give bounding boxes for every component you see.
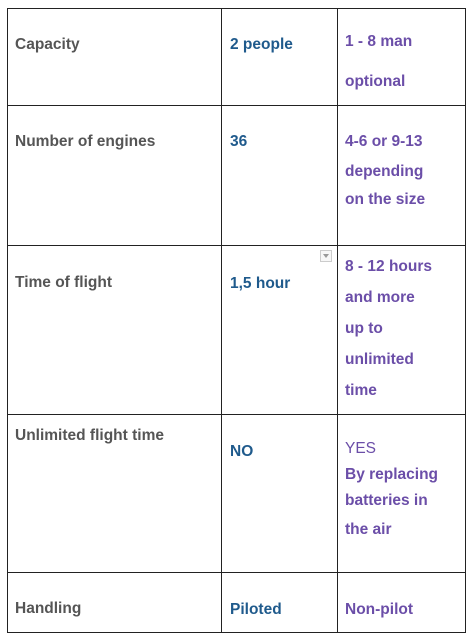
alt-line: and more (345, 289, 415, 306)
row-border (7, 572, 466, 573)
alt-line: 8 - 12 hours (345, 258, 432, 275)
alt-line: optional (345, 73, 406, 90)
alt-line: the air (345, 521, 392, 538)
row-value-unlimited: NO (230, 443, 254, 460)
row-value-capacity: 2 people (230, 36, 293, 53)
row-value-time: 1,5 hour (230, 275, 291, 292)
alt-line: By replacing (345, 466, 439, 483)
row-alt-engines (345, 126, 425, 214)
alt-line: depending (345, 163, 424, 180)
row-border (7, 8, 466, 9)
row-value-engines: 36 (230, 133, 248, 150)
row-label-time: Time of flight (15, 274, 113, 291)
row-alt-handling: Non-pilot (345, 601, 414, 618)
row-border (7, 245, 466, 246)
row-value-handling: Piloted (230, 601, 282, 618)
alt-line: time (345, 382, 377, 399)
row-label-engines: Number of engines (15, 133, 156, 150)
row-alt-capacity (345, 22, 412, 102)
alt-line: unlimited (345, 351, 414, 368)
row-label-capacity: Capacity (15, 36, 80, 53)
row-border (7, 105, 466, 106)
row-alt-unlimited (345, 434, 438, 544)
col-border (337, 8, 338, 633)
alt-line: YES (345, 440, 377, 457)
row-border (7, 632, 466, 633)
alt-line: 4-6 or 9-13 (345, 133, 423, 150)
row-label-unlimited: Unlimited flight time (15, 427, 164, 444)
alt-line: on the size (345, 191, 426, 208)
row-label-handling: Handling (15, 600, 82, 617)
cell-dropdown-icon[interactable] (320, 250, 332, 262)
row-alt-time (345, 251, 432, 406)
row-border (7, 414, 466, 415)
col-border (465, 8, 466, 633)
alt-line: 1 - 8 man (345, 33, 413, 50)
alt-line: batteries in (345, 492, 428, 509)
col-border (221, 8, 222, 633)
alt-line: up to (345, 320, 383, 337)
col-border (7, 8, 8, 633)
